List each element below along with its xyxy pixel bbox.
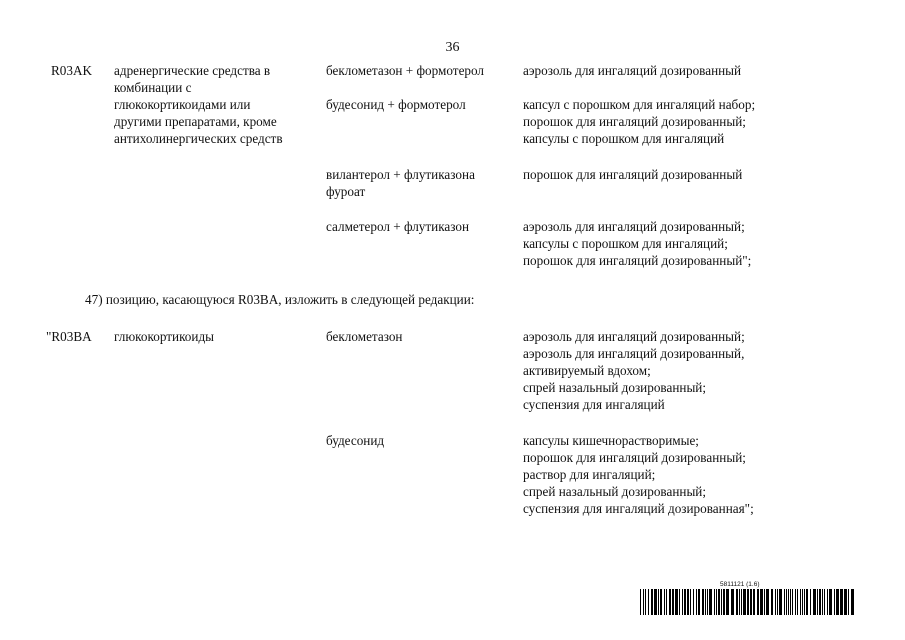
group-line: комбинации с [114, 80, 192, 95]
dosage-form-line: капсулы кишечнорастворимые; [523, 433, 699, 448]
dosage-form-line: порошок для ингаляций дозированный [523, 167, 743, 182]
drug-name-line: будесонид + формотерол [326, 97, 466, 112]
dosage-form-line: спрей назальный дозированный; [523, 380, 707, 395]
drug-name [326, 166, 516, 200]
dosage-form-line: суспензия для ингаляций дозированная"; [523, 501, 754, 516]
drug-name [326, 62, 516, 79]
dosage-form [523, 218, 863, 269]
drug-name [326, 328, 516, 345]
dosage-form-line: капсул с порошком для ингаляций набор; [523, 97, 756, 112]
dosage-form-line: порошок для ингаляций дозированный; [523, 114, 746, 129]
group-line: другими препаратами, кроме [114, 114, 277, 129]
dosage-form-line: аэрозоль для ингаляций дозированный, [523, 346, 745, 361]
drug-name-line: салметерол + флутиказон [326, 219, 470, 234]
group-line: антихолинергических средств [114, 131, 283, 146]
amendment-instruction: 47) позицию, касающуюся R03BA, изложить в следующей редакции: [85, 292, 475, 307]
drug-name-line: будесонид [326, 433, 385, 448]
drug-name-line: беклометазон [326, 329, 403, 344]
atc-code: R03AK [51, 63, 93, 78]
drug-name-line: фуроат [326, 184, 366, 199]
dosage-form [523, 96, 863, 147]
dosage-form [523, 166, 863, 183]
dosage-form [523, 432, 863, 517]
dosage-form-line: порошок для ингаляций дозированный; [523, 450, 746, 465]
dosage-form-line: суспензия для ингаляций [523, 397, 665, 412]
dosage-form-line: аэрозоль для ингаляций дозированный; [523, 219, 745, 234]
barcode [640, 589, 858, 615]
drug-name-line: вилантерол + флутиказона [326, 167, 475, 182]
atc-code: "R03BA [46, 329, 92, 344]
drug-name [326, 218, 516, 235]
page-number: 36 [445, 40, 460, 55]
group-name [114, 62, 314, 147]
dosage-form-line: капсулы с порошком для ингаляций [523, 131, 725, 146]
group-line: адренергические средства в [114, 63, 271, 78]
drug-name [326, 96, 516, 113]
dosage-form [523, 328, 863, 413]
dosage-form-line: спрей назальный дозированный; [523, 484, 707, 499]
drug-name [326, 432, 516, 449]
dosage-form-line: аэрозоль для ингаляций дозированный; [523, 329, 745, 344]
group-line: глюкокортикоидами или [114, 97, 251, 112]
dosage-form-line: капсулы с порошком для ингаляций; [523, 236, 728, 251]
dosage-form-line: порошок для ингаляций дозированный"; [523, 253, 752, 268]
group-name [114, 328, 314, 345]
barcode-label: 5811121 (1.6) [720, 581, 760, 588]
dosage-form-line: активируемый вдохом; [523, 363, 651, 378]
drug-name-line: беклометазон + формотерол [326, 63, 485, 78]
dosage-form [523, 62, 863, 79]
dosage-form-line: аэрозоль для ингаляций дозированный [523, 63, 742, 78]
dosage-form-line: раствор для ингаляций; [523, 467, 656, 482]
group-line: глюкокортикоиды [114, 329, 215, 344]
